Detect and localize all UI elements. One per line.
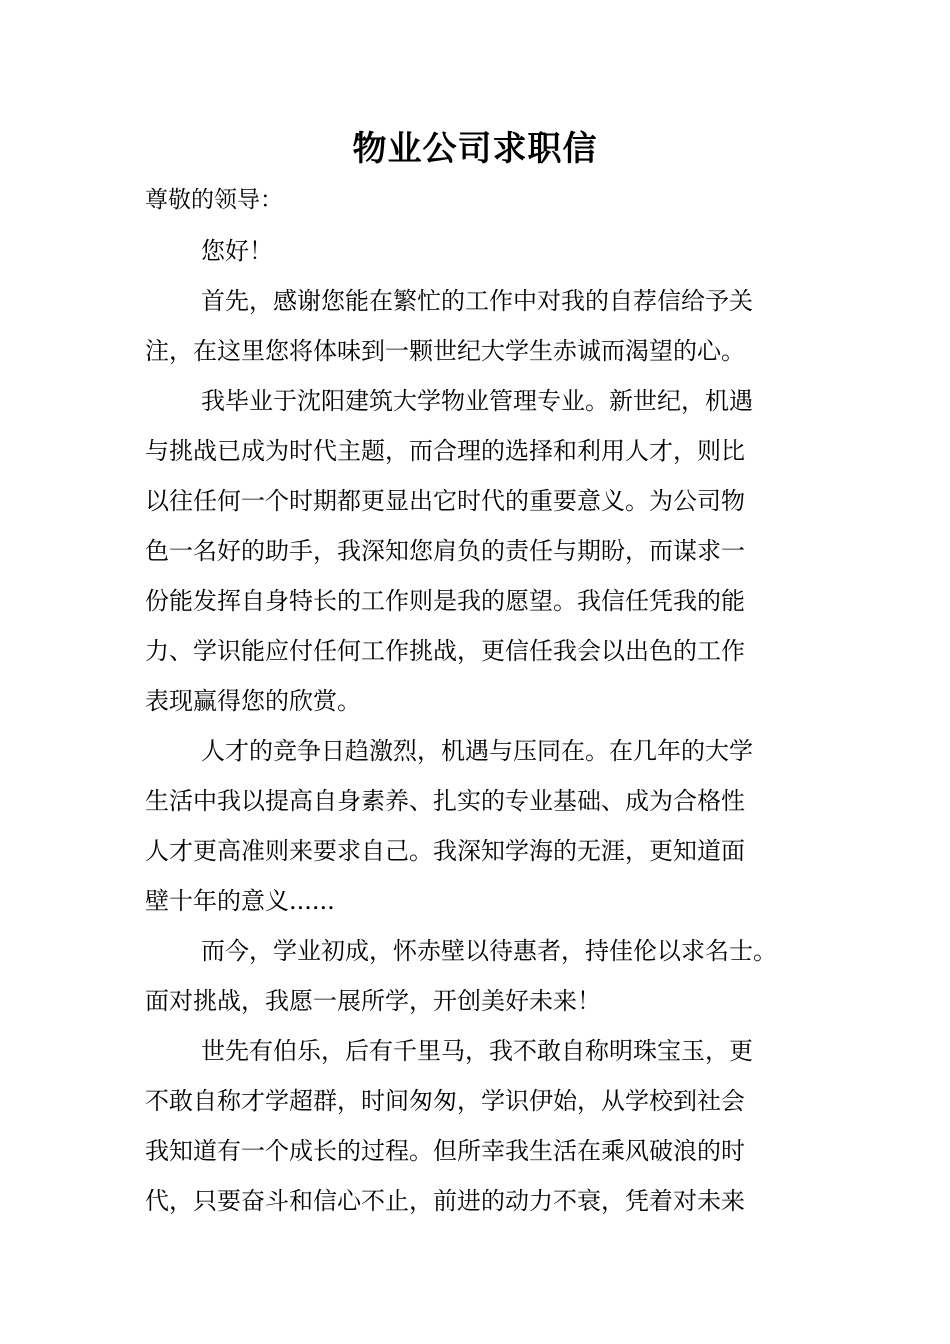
body-line: 您好！ <box>201 237 273 265</box>
body-line: 生活中我以提高自身素养、扎实的专业基础、成为合格性 <box>145 787 745 815</box>
body-line: 以往任何一个时期都更显出它时代的重要意义。为公司物 <box>145 487 745 515</box>
body-line: 面对挑战，我愿一展所学，开创美好未来！ <box>145 987 601 1015</box>
body-line: 壁十年的意义...... <box>145 887 335 915</box>
body-line: 世先有伯乐，后有千里马，我不敢自称明珠宝玉，更 <box>201 1037 753 1065</box>
body-line: 而今，学业初成，怀赤壁以待惠者，持佳伦以求名士。 <box>201 937 777 965</box>
salutation: 尊敬的领导： <box>145 187 283 213</box>
body-line: 份能发挥自身特长的工作则是我的愿望。我信任凭我的能 <box>145 587 745 615</box>
body-line: 代，只要奋斗和信心不止，前进的动力不衰，凭着对未来 <box>145 1187 745 1215</box>
body-line: 注，在这里您将体味到一颗世纪大学生赤诚而渴望的心。 <box>145 337 745 365</box>
body-line: 首先，感谢您能在繁忙的工作中对我的自荐信给予关 <box>201 287 753 315</box>
body-line: 表现赢得您的欣赏。 <box>145 687 361 715</box>
body-line: 人才的竞争日趋激烈，机遇与压同在。在几年的大学 <box>201 737 753 765</box>
body-line: 人才更高准则来要求自己。我深知学海的无涯，更知道面 <box>145 837 745 865</box>
body-line: 我知道有一个成长的过程。但所幸我生活在乘风破浪的时 <box>145 1137 745 1165</box>
letter-body <box>145 226 825 1226</box>
body-line: 力、学识能应付任何工作挑战，更信任我会以出色的工作 <box>145 637 745 665</box>
body-line: 不敢自称才学超群，时间匆匆，学识伊始，从学校到社会 <box>145 1087 745 1115</box>
body-line: 色一名好的助手，我深知您肩负的责任与期盼，而谋求一 <box>145 537 745 565</box>
document-title: 物业公司求职信 <box>352 129 598 169</box>
body-line: 我毕业于沈阳建筑大学物业管理专业。新世纪，机遇 <box>201 387 753 415</box>
body-line: 与挑战已成为时代主题，而合理的选择和利用人才，则比 <box>145 437 745 465</box>
